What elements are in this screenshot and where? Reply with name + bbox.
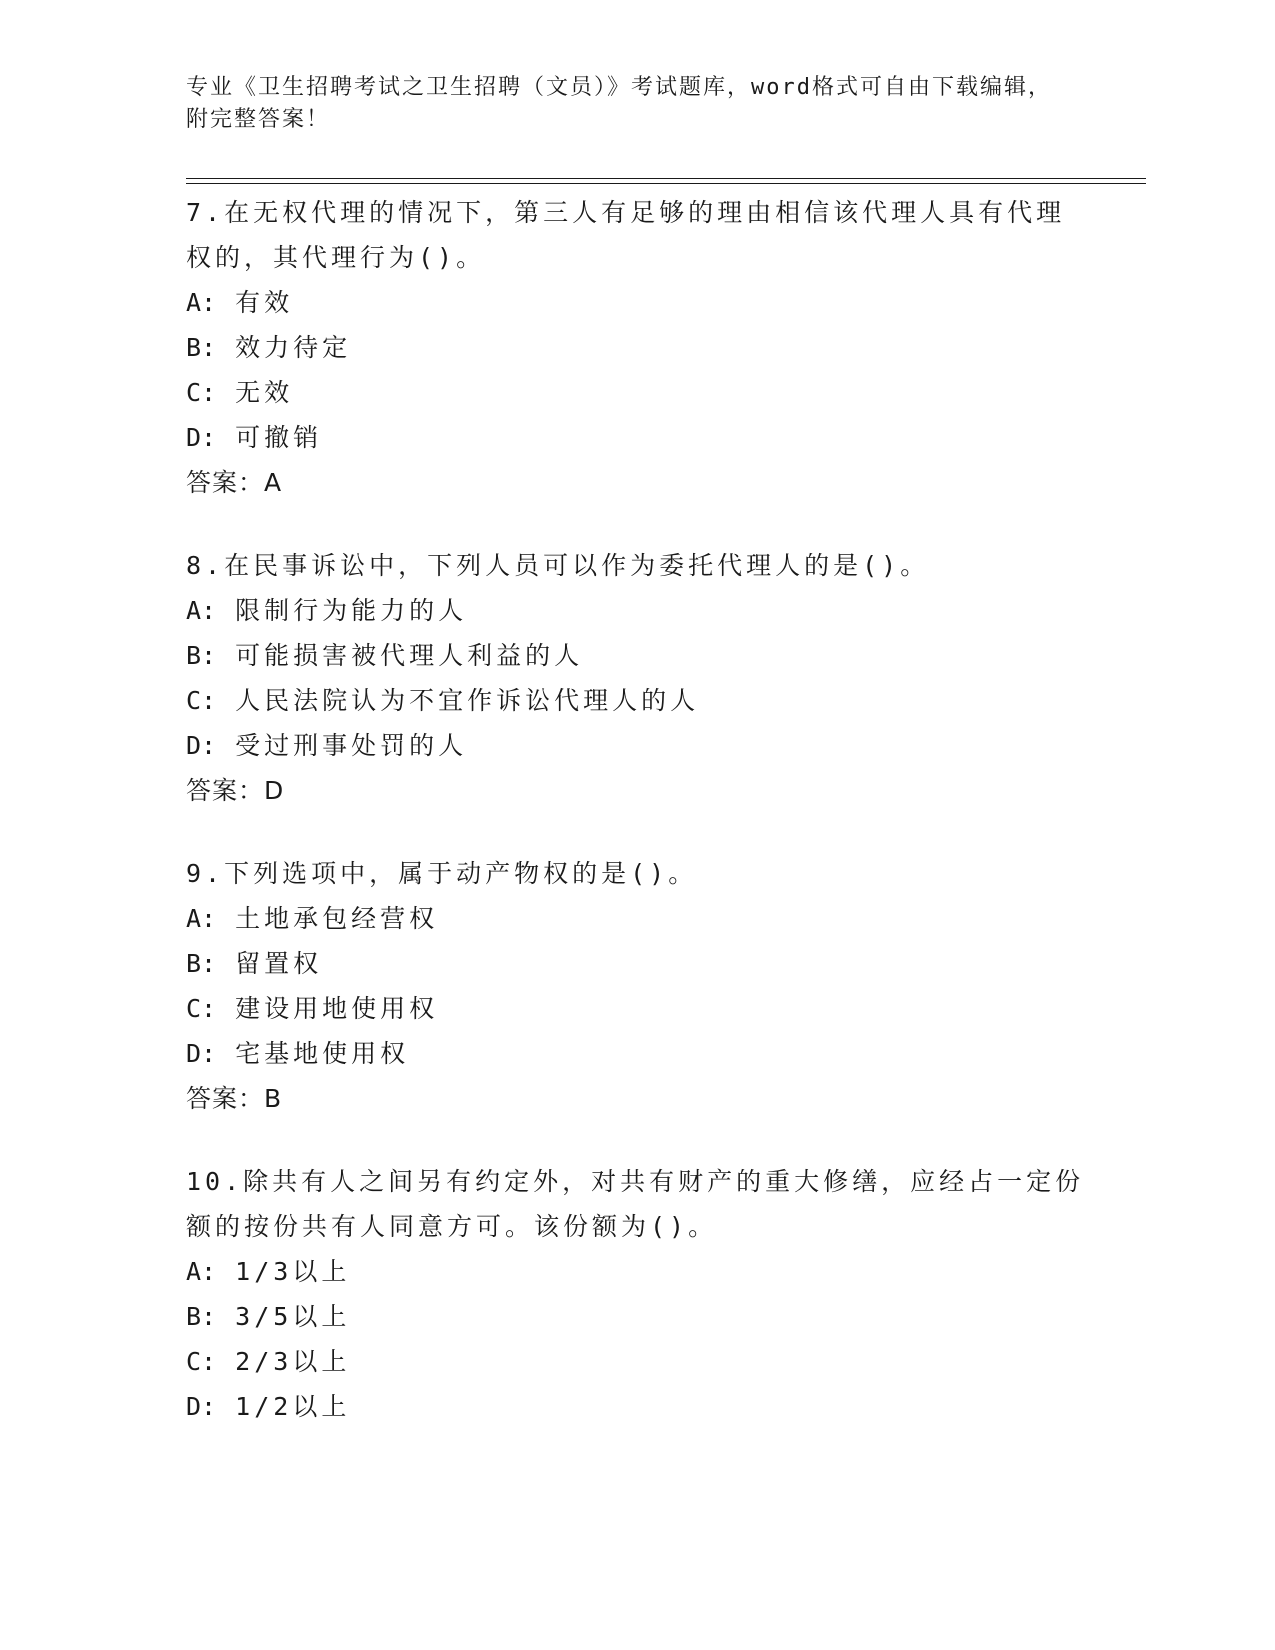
- option-b: [186, 325, 1086, 370]
- option-text: 1/2以上: [235, 1392, 351, 1421]
- option-a: [186, 896, 1086, 941]
- question-7: [186, 190, 1086, 505]
- option-key: A:: [186, 904, 217, 933]
- option-key: D:: [186, 1039, 217, 1068]
- question-10: [186, 1159, 1086, 1429]
- option-key: C:: [186, 1347, 217, 1376]
- answer-line: 答案：A: [186, 468, 283, 497]
- option-text: 土地承包经营权: [235, 904, 439, 933]
- question-stem: 8.在民事诉讼中，下列人员可以作为委托代理人的是()。: [186, 551, 930, 580]
- option-key: D:: [186, 731, 217, 760]
- option-key: B:: [186, 333, 217, 362]
- option-text: 可撤销: [235, 423, 323, 452]
- option-key: B:: [186, 1302, 217, 1331]
- option-a: [186, 280, 1086, 325]
- option-d: [186, 1384, 1086, 1429]
- option-key: B:: [186, 949, 217, 978]
- option-text: 建设用地使用权: [235, 994, 439, 1023]
- option-text: 留置权: [235, 949, 323, 978]
- question-list: [186, 190, 1086, 1467]
- option-c: [186, 678, 1086, 723]
- option-key: C:: [186, 994, 217, 1023]
- option-b: [186, 633, 1086, 678]
- option-text: 人民法院认为不宜作诉讼代理人的人: [235, 686, 700, 715]
- header-rule-bottom: [186, 183, 1146, 184]
- option-key: A:: [186, 1257, 217, 1286]
- question-stem: 7.在无权代理的情况下，第三人有足够的理由相信该代理人具有代理权的，其代理行为()。: [186, 198, 1066, 272]
- answer-line: 答案：D: [186, 776, 285, 805]
- option-c: [186, 370, 1086, 415]
- option-d: [186, 723, 1086, 768]
- question-8: [186, 543, 1086, 813]
- option-text: 宅基地使用权: [235, 1039, 410, 1068]
- question-stem: 9.下列选项中，属于动产物权的是()。: [186, 859, 698, 888]
- option-key: A:: [186, 288, 217, 317]
- option-text: 可能损害被代理人利益的人: [235, 641, 584, 670]
- header-rule-top: [186, 178, 1146, 179]
- option-c: [186, 1339, 1086, 1384]
- option-b: [186, 941, 1086, 986]
- option-d: [186, 415, 1086, 460]
- option-text: 无效: [235, 378, 294, 407]
- option-key: B:: [186, 641, 217, 670]
- option-key: A:: [186, 596, 217, 625]
- option-text: 有效: [235, 288, 294, 317]
- page-header: 专业《卫生招聘考试之卫生招聘（文员）》考试题库，word格式可自由下载编辑，附完整答案！: [186, 75, 1052, 132]
- option-text: 3/5以上: [235, 1302, 351, 1331]
- option-key: C:: [186, 686, 217, 715]
- option-a: [186, 1249, 1086, 1294]
- option-a: [186, 588, 1086, 633]
- option-text: 受过刑事处罚的人: [235, 731, 468, 760]
- question-9: [186, 851, 1086, 1121]
- option-key: D:: [186, 1392, 217, 1421]
- option-text: 2/3以上: [235, 1347, 351, 1376]
- option-text: 限制行为能力的人: [235, 596, 468, 625]
- question-stem: 10.除共有人之间另有约定外，对共有财产的重大修缮，应经占一定份额的按份共有人同意方可。该份额为()。: [186, 1167, 1085, 1241]
- answer-line: 答案：B: [186, 1084, 283, 1113]
- option-c: [186, 986, 1086, 1031]
- option-b: [186, 1294, 1086, 1339]
- option-d: [186, 1031, 1086, 1076]
- option-text: 1/3以上: [235, 1257, 351, 1286]
- option-key: C:: [186, 378, 217, 407]
- option-key: D:: [186, 423, 217, 452]
- option-text: 效力待定: [235, 333, 352, 362]
